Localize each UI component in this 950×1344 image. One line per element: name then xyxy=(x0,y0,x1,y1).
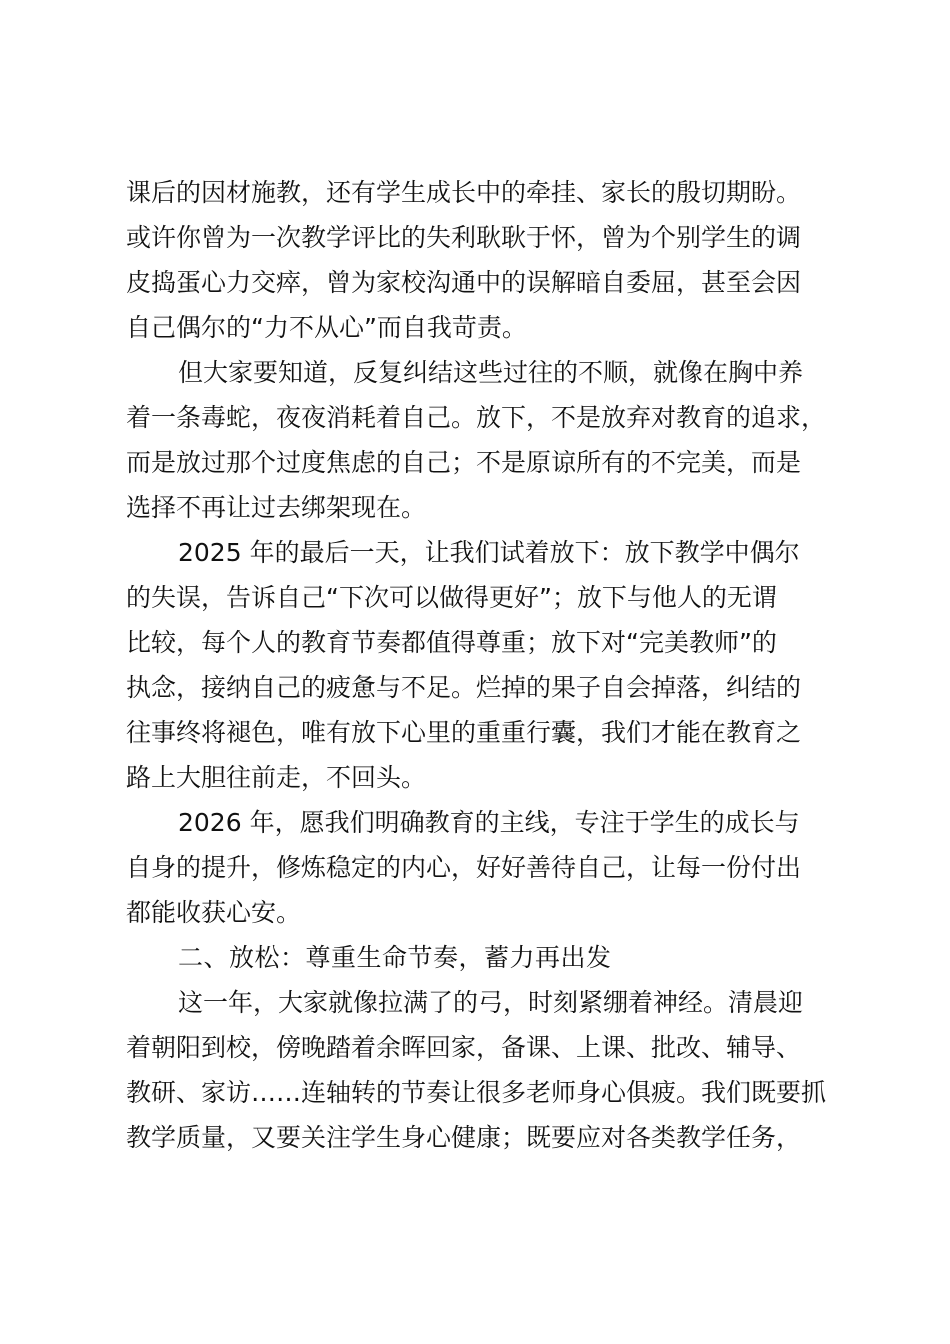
text-line: 着一条毒蛇，夜夜消耗着自己。放下，不是放弃对教育的追求， xyxy=(126,403,827,432)
text-line: 往事终将褪色，唯有放下心里的重重行囊，我们才能在教育之 xyxy=(126,718,802,747)
text-line: 教学质量，又要关注学生身心健康；既要应对各类教学任务， xyxy=(126,1123,802,1152)
paragraph-start-line: 但大家要知道，反复纠结这些过往的不顺，就像在胸中养 xyxy=(178,358,804,387)
section-heading: 二、放松：尊重生命节奏，蓄力再出发 xyxy=(178,943,612,972)
text-line: 着朝阳到校，傍晚踏着余晖回家，备课、上课、批改、辅导、 xyxy=(126,1033,802,1062)
document-body xyxy=(126,170,836,1160)
text-line: 选择不再让过去绑架现在。 xyxy=(126,493,427,522)
text-line: 皮捣蛋心力交瘁，曾为家校沟通中的误解暗自委屈，甚至会因 xyxy=(126,268,802,297)
text-line: 自身的提升，修炼稳定的内心，好好善待自己，让每一份付出 xyxy=(126,853,802,882)
text-line: 教研、家访……连轴转的节奏让很多老师身心俱疲。我们既要抓 xyxy=(126,1078,827,1107)
paragraph-start-line: 这一年，大家就像拉满了的弓，时刻紧绷着神经。清晨迎 xyxy=(178,988,804,1017)
text-line: 课后的因材施教，还有学生成长中的牵挂、家长的殷切期盼。 xyxy=(126,178,802,207)
text-line: 比较，每个人的教育节奏都值得尊重；放下对“完美教师”的 xyxy=(126,628,777,657)
text-line: 而是放过那个过度焦虑的自己；不是原谅所有的不完美，而是 xyxy=(126,448,802,477)
text-line: 自己偶尔的“力不从心”而自我苛责。 xyxy=(126,313,527,342)
text-line: 执念，接纳自己的疲惫与不足。烂掉的果子自会掉落，纠结的 xyxy=(126,673,802,702)
text-line: 的失误，告诉自己“下次可以做得更好”；放下与他人的无谓 xyxy=(126,583,777,612)
paragraph-start-line: 2026 年，愿我们明确教育的主线，专注于学生的成长与 xyxy=(178,808,800,837)
paragraph-start-line: 2025 年的最后一天，让我们试着放下：放下教学中偶尔 xyxy=(178,538,800,567)
text-line: 路上大胆往前走，不回头。 xyxy=(126,763,427,792)
text-line: 或许你曾为一次教学评比的失利耿耿于怀，曾为个别学生的调 xyxy=(126,223,802,252)
text-line: 都能收获心安。 xyxy=(126,898,302,927)
